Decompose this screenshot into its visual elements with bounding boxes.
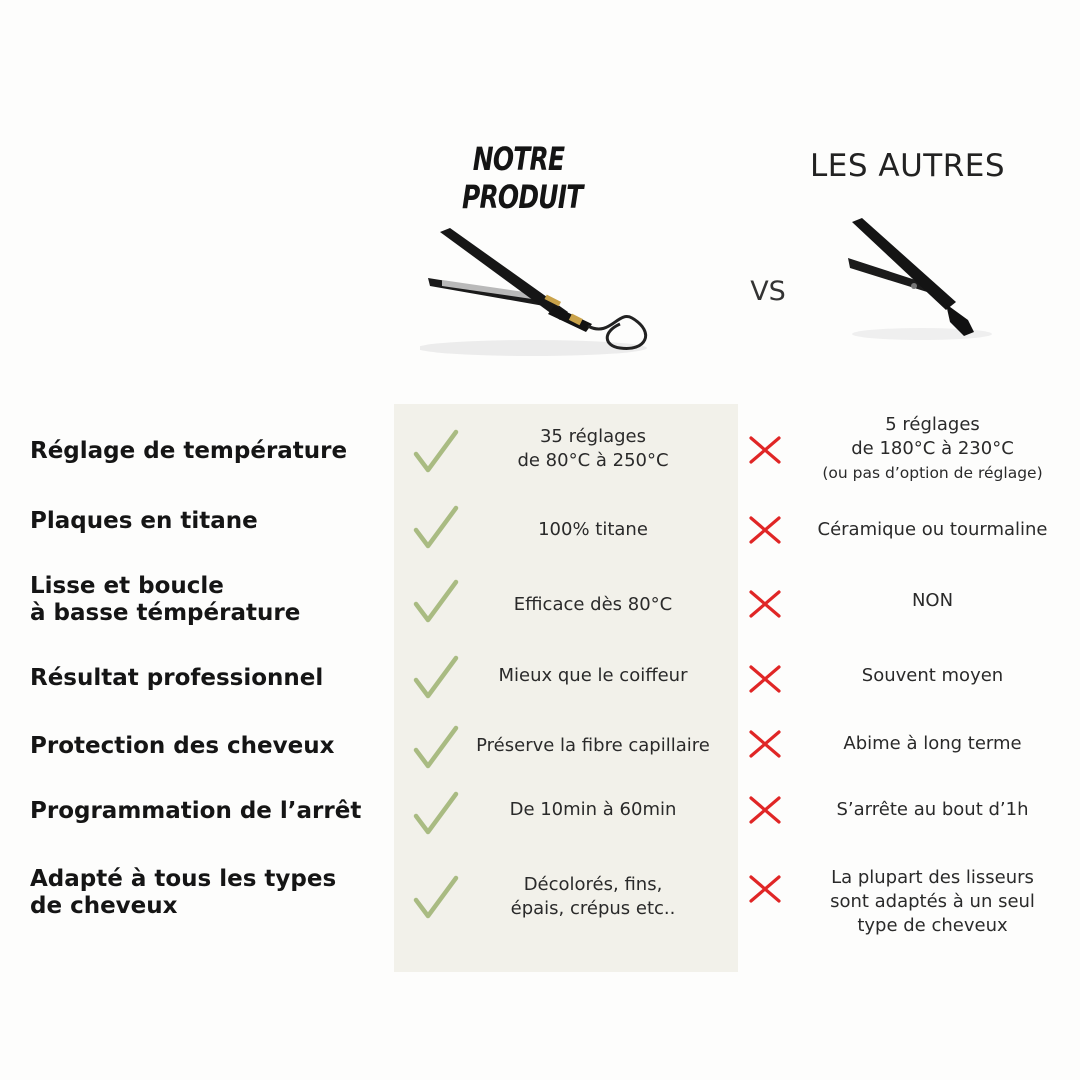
cell-line: de 180°C à 230°C [851,438,1014,459]
other-value-titanium [790,516,1075,544]
our-product-title-line-1: NOTRE [472,140,565,178]
others-product-image [838,218,998,344]
row-label-line: Plaques en titane [30,507,258,534]
cell-line: 5 réglages [885,414,980,435]
cell-line: 100% titane [538,519,648,540]
our-value-shutoff-programming [452,796,734,824]
row-label-line: Résultat professionnel [30,664,324,691]
our-value-hair-protection [452,732,734,760]
our-value-professional-result [452,662,734,690]
cell-line: Décolorés, fins, [523,874,663,895]
cell-line: NON [911,590,954,611]
cell-line: S’arrête au bout d’1h [836,799,1029,820]
row-label-professional-result [30,662,385,694]
cell-line: De 10min à 60min [509,799,677,820]
cross-icon [748,587,782,621]
cell-line: 35 réglages [539,426,647,447]
cell-line: type de cheveux [857,915,1008,936]
row-label-line: Adapté à tous les types [30,866,337,892]
row-label-line: Protection des cheveux [30,732,335,759]
other-value-shutoff-programming [790,796,1075,824]
our-value-all-hair-types [452,870,734,924]
row-label-titanium [30,505,385,537]
cell-line: La plupart des lisseurs [831,867,1034,888]
our-product-title-line-2: PRODUIT [461,178,583,216]
row-label-line: Réglage de température [30,437,348,464]
cell-line: Mieux que le coiffeur [498,665,688,686]
row-label-low-temperature [30,572,385,628]
cell-line: épais, crépus etc.. [510,898,676,919]
cross-icon [748,793,782,827]
our-value-temperature [452,420,734,478]
cross-icon [748,727,782,761]
row-label-all-hair-types [30,864,385,922]
row-label-line: à basse témpérature [30,600,301,626]
other-value-professional-result [790,662,1075,690]
row-label-hair-protection [30,730,385,762]
cell-line: sont adaptés à un seul [830,891,1035,912]
our-value-titanium [452,516,734,544]
cell-line: de 80°C à 250°C [517,450,669,471]
row-label-shutoff-programming [30,795,385,827]
our-product-image [420,220,670,360]
other-value-hair-protection [790,730,1075,758]
cross-icon [748,872,782,906]
other-value-temperature [790,408,1075,490]
cell-line: (ou pas d’option de réglage) [822,464,1043,482]
other-value-all-hair-types [790,864,1075,940]
others-title: LES AUTRES [809,148,1006,184]
cross-icon [748,513,782,547]
cell-line: Souvent moyen [861,665,1004,686]
row-label-line: Lisse et boucle [30,573,224,599]
row-label-temperature [30,435,385,467]
row-label-line: de cheveux [30,893,178,919]
our-value-low-temperature [452,591,734,619]
cross-icon [748,662,782,696]
cell-line: Préserve la fibre capillaire [476,735,710,756]
cell-line: Céramique ou tourmaline [817,519,1048,540]
vs-label: VS [750,276,786,307]
cell-line: Abime à long terme [843,733,1022,754]
row-label-line: Programmation de l’arrêt [30,797,362,824]
cell-line: Efficace dès 80°C [513,594,673,615]
cross-icon [748,433,782,467]
our-product-title [461,140,583,216]
other-value-low-temperature [790,587,1075,615]
